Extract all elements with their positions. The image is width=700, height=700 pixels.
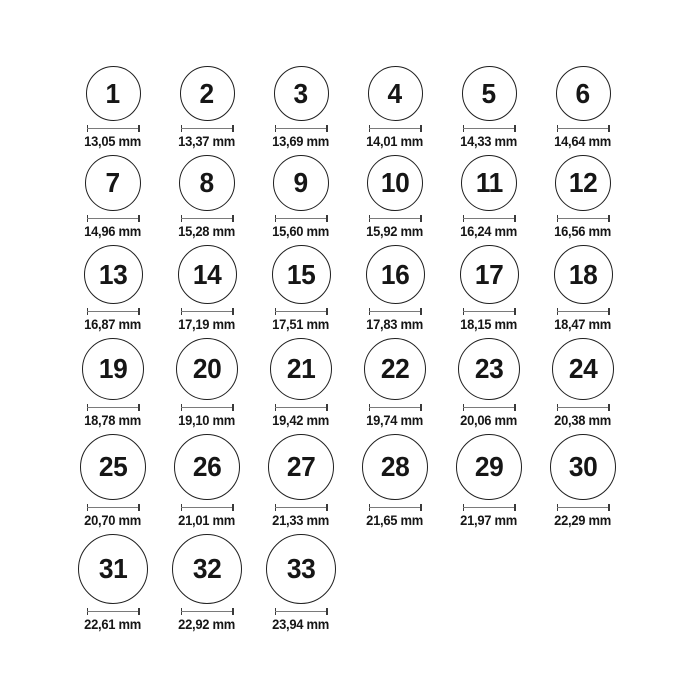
diameter-measure-line [369, 308, 422, 315]
measure-rule [557, 311, 610, 313]
diameter-measure-line [369, 504, 422, 511]
measure-rule [369, 311, 422, 313]
size-number: 23 [474, 353, 504, 384]
measure-rule [275, 218, 328, 220]
measure-endcap-right-icon [326, 608, 328, 615]
size-number: 15 [286, 258, 316, 290]
ring-size-cell [254, 534, 348, 632]
measure-endcap-right-icon [420, 308, 422, 315]
diameter-label: 17,51 mm [272, 317, 330, 332]
diameter-measure-line [275, 125, 328, 132]
measure-rule [87, 311, 140, 313]
diameter-label: 20,06 mm [460, 413, 518, 428]
measure-rule [463, 128, 516, 130]
diameter-measure-line [181, 125, 234, 132]
ring-size-cell [536, 66, 630, 149]
size-number: 17 [474, 258, 504, 290]
measure-endcap-right-icon [138, 404, 140, 411]
measure-endcap-right-icon [232, 308, 234, 315]
measure-endcap-right-icon [608, 308, 610, 315]
diameter-measure-line [275, 504, 328, 511]
diameter-label: 14,96 mm [84, 224, 142, 239]
diameter-label: 22,92 mm [178, 617, 236, 632]
ring-size-cell [536, 245, 630, 332]
diameter-measure-line [275, 608, 328, 615]
ring-size-cell [160, 155, 254, 239]
ring-size-cell [254, 338, 348, 428]
measure-endcap-right-icon [420, 504, 422, 511]
measure-endcap-right-icon [138, 125, 140, 132]
size-number: 14 [192, 258, 222, 290]
ring-circle [85, 155, 141, 211]
measure-endcap-right-icon [326, 215, 328, 222]
ring-size-cell [254, 434, 348, 528]
size-number: 26 [192, 451, 222, 482]
ring-circle [555, 155, 611, 211]
diameter-label: 14,33 mm [460, 134, 518, 149]
measure-rule [463, 311, 516, 313]
ring-circle [272, 245, 331, 304]
diameter-label: 15,28 mm [178, 224, 236, 239]
measure-endcap-right-icon [514, 504, 516, 511]
diameter-label: 22,61 mm [84, 617, 142, 632]
diameter-label: 19,42 mm [272, 413, 330, 428]
measure-rule [369, 507, 422, 509]
ring-size-cell [348, 245, 442, 332]
measure-endcap-right-icon [232, 404, 234, 411]
diameter-measure-line [87, 608, 140, 615]
diameter-measure-line [557, 308, 610, 315]
size-number: 24 [568, 353, 598, 384]
measure-rule [275, 407, 328, 409]
size-number: 19 [98, 353, 128, 384]
measure-endcap-right-icon [326, 504, 328, 511]
diameter-measure-line [181, 215, 234, 222]
ring-circle [550, 434, 616, 500]
measure-rule [463, 218, 516, 220]
ring-circle [273, 155, 329, 211]
diameter-label: 15,92 mm [366, 224, 424, 239]
size-number: 9 [293, 167, 309, 198]
measure-endcap-right-icon [138, 608, 140, 615]
diameter-label: 16,56 mm [554, 224, 612, 239]
measure-rule [557, 128, 610, 130]
size-number: 7 [105, 167, 121, 198]
diameter-measure-line [557, 215, 610, 222]
measure-endcap-right-icon [232, 125, 234, 132]
measure-endcap-right-icon [514, 125, 516, 132]
diameter-label: 22,29 mm [554, 513, 612, 528]
size-number: 1 [105, 77, 121, 109]
ring-size-cell [254, 155, 348, 239]
ring-size-cell [66, 155, 160, 239]
diameter-label: 21,65 mm [366, 513, 424, 528]
ring-circle [367, 155, 423, 211]
measure-rule [275, 611, 328, 613]
measure-rule [557, 218, 610, 220]
ring-size-cell [66, 245, 160, 332]
measure-rule [87, 128, 140, 130]
measure-rule [275, 128, 328, 130]
diameter-label: 14,01 mm [366, 134, 424, 149]
ring-size-cell [442, 338, 536, 428]
measure-rule [181, 128, 234, 130]
diameter-measure-line [275, 215, 328, 222]
size-number: 25 [98, 451, 128, 482]
ring-size-cell [66, 434, 160, 528]
ring-size-cell [66, 66, 160, 149]
diameter-measure-line [87, 404, 140, 411]
size-number: 12 [568, 167, 598, 198]
ring-size-cell [254, 66, 348, 149]
measure-rule [369, 128, 422, 130]
diameter-label: 13,05 mm [84, 134, 142, 149]
ring-circle [172, 534, 242, 604]
ring-circle [268, 434, 334, 500]
diameter-label: 20,70 mm [84, 513, 142, 528]
diameter-measure-line [463, 404, 516, 411]
diameter-label: 19,10 mm [178, 413, 236, 428]
measure-rule [87, 218, 140, 220]
ring-circle [462, 66, 517, 121]
measure-endcap-right-icon [232, 215, 234, 222]
ring-circle [554, 245, 613, 304]
ring-size-cell [66, 338, 160, 428]
ring-size-cell [160, 338, 254, 428]
measure-rule [557, 507, 610, 509]
diameter-measure-line [87, 125, 140, 132]
measure-rule [463, 507, 516, 509]
ring-size-cell [348, 338, 442, 428]
ring-circle [178, 245, 237, 304]
diameter-measure-line [275, 404, 328, 411]
ring-circle [458, 338, 520, 400]
size-number: 20 [192, 353, 222, 384]
diameter-measure-line [181, 504, 234, 511]
diameter-measure-line [557, 125, 610, 132]
ring-size-cell [66, 534, 160, 632]
ring-size-row [66, 338, 700, 428]
diameter-measure-line [181, 308, 234, 315]
diameter-measure-line [369, 215, 422, 222]
measure-endcap-right-icon [326, 404, 328, 411]
ring-circle [366, 245, 425, 304]
size-number: 30 [568, 451, 598, 482]
size-number: 33 [286, 553, 316, 584]
measure-endcap-right-icon [608, 404, 610, 411]
ring-size-cell [348, 66, 442, 149]
ring-circle [80, 434, 146, 500]
ring-size-cell [254, 245, 348, 332]
ring-circle [78, 534, 148, 604]
diameter-measure-line [369, 125, 422, 132]
measure-endcap-right-icon [138, 308, 140, 315]
ring-size-cell [442, 434, 536, 528]
diameter-measure-line [463, 215, 516, 222]
ring-size-cell [536, 155, 630, 239]
measure-endcap-right-icon [608, 215, 610, 222]
size-number: 16 [380, 258, 410, 290]
measure-rule [181, 611, 234, 613]
ring-circle [456, 434, 522, 500]
size-number: 13 [98, 258, 128, 290]
diameter-label: 18,15 mm [460, 317, 518, 332]
diameter-label: 18,78 mm [84, 413, 142, 428]
diameter-label: 16,24 mm [460, 224, 518, 239]
size-number: 4 [387, 77, 403, 109]
size-number: 5 [481, 77, 497, 109]
size-number: 29 [474, 451, 504, 482]
measure-rule [87, 507, 140, 509]
diameter-label: 18,47 mm [554, 317, 612, 332]
diameter-measure-line [463, 308, 516, 315]
measure-rule [463, 407, 516, 409]
diameter-measure-line [87, 308, 140, 315]
ring-size-row [66, 534, 700, 632]
ring-size-cell [348, 434, 442, 528]
ring-circle [274, 66, 329, 121]
measure-rule [275, 311, 328, 313]
measure-endcap-right-icon [608, 125, 610, 132]
diameter-label: 13,69 mm [272, 134, 330, 149]
measure-rule [181, 507, 234, 509]
diameter-measure-line [557, 404, 610, 411]
diameter-measure-line [87, 504, 140, 511]
measure-endcap-right-icon [232, 504, 234, 511]
ring-circle [266, 534, 336, 604]
diameter-label: 21,33 mm [272, 513, 330, 528]
ring-size-row [66, 155, 700, 239]
size-number: 10 [380, 167, 410, 198]
measure-endcap-right-icon [232, 608, 234, 615]
ring-circle [84, 245, 143, 304]
measure-endcap-right-icon [326, 308, 328, 315]
diameter-measure-line [181, 404, 234, 411]
diameter-measure-line [87, 215, 140, 222]
diameter-measure-line [463, 125, 516, 132]
measure-rule [369, 218, 422, 220]
diameter-label: 17,19 mm [178, 317, 236, 332]
ring-circle [270, 338, 332, 400]
measure-rule [275, 507, 328, 509]
ring-size-cell [536, 434, 630, 528]
diameter-label: 17,83 mm [366, 317, 424, 332]
ring-circle [180, 66, 235, 121]
measure-endcap-right-icon [138, 504, 140, 511]
size-number: 2 [199, 77, 215, 109]
size-number: 22 [380, 353, 410, 384]
diameter-label: 20,38 mm [554, 413, 612, 428]
ring-circle [460, 245, 519, 304]
measure-rule [181, 407, 234, 409]
measure-rule [181, 218, 234, 220]
size-number: 3 [293, 77, 309, 109]
ring-circle [179, 155, 235, 211]
diameter-measure-line [275, 308, 328, 315]
ring-circle [556, 66, 611, 121]
measure-endcap-right-icon [514, 404, 516, 411]
measure-endcap-right-icon [608, 504, 610, 511]
diameter-label: 23,94 mm [272, 617, 330, 632]
measure-rule [181, 311, 234, 313]
diameter-measure-line [463, 504, 516, 511]
measure-endcap-right-icon [326, 125, 328, 132]
ring-circle [174, 434, 240, 500]
measure-endcap-right-icon [514, 215, 516, 222]
diameter-label: 16,87 mm [84, 317, 142, 332]
size-number: 28 [380, 451, 410, 482]
ring-size-cell [160, 245, 254, 332]
ring-size-cell [442, 155, 536, 239]
ring-circle [461, 155, 517, 211]
diameter-label: 19,74 mm [366, 413, 424, 428]
size-number: 18 [568, 258, 598, 290]
ring-circle [364, 338, 426, 400]
size-number: 32 [192, 553, 222, 584]
ring-size-cell [160, 434, 254, 528]
size-number: 11 [475, 167, 503, 198]
ring-size-row [66, 245, 700, 332]
measure-rule [557, 407, 610, 409]
size-number: 27 [286, 451, 316, 482]
measure-endcap-right-icon [138, 215, 140, 222]
diameter-label: 21,97 mm [460, 513, 518, 528]
ring-circle [552, 338, 614, 400]
diameter-measure-line [181, 608, 234, 615]
measure-endcap-right-icon [514, 308, 516, 315]
size-number: 31 [98, 553, 128, 584]
diameter-label: 15,60 mm [272, 224, 330, 239]
diameter-measure-line [369, 404, 422, 411]
ring-size-cell [348, 155, 442, 239]
ring-circle [368, 66, 423, 121]
measure-endcap-right-icon [420, 404, 422, 411]
diameter-label: 14,64 mm [554, 134, 612, 149]
measure-rule [87, 407, 140, 409]
ring-circle [176, 338, 238, 400]
ring-size-cell [536, 338, 630, 428]
ring-size-cell [160, 534, 254, 632]
measure-endcap-right-icon [420, 125, 422, 132]
size-number: 8 [199, 167, 215, 198]
ring-circle [86, 66, 141, 121]
ring-size-cell [160, 66, 254, 149]
ring-size-cell [442, 66, 536, 149]
diameter-measure-line [557, 504, 610, 511]
ring-size-cell [442, 245, 536, 332]
measure-rule [87, 611, 140, 613]
measure-endcap-right-icon [420, 215, 422, 222]
ring-circle [362, 434, 428, 500]
size-number: 21 [286, 353, 316, 384]
diameter-label: 21,01 mm [178, 513, 236, 528]
size-number: 6 [575, 77, 591, 109]
measure-rule [369, 407, 422, 409]
ring-size-row [66, 434, 700, 528]
ring-circle [82, 338, 144, 400]
ring-size-row [66, 66, 700, 149]
diameter-label: 13,37 mm [178, 134, 236, 149]
